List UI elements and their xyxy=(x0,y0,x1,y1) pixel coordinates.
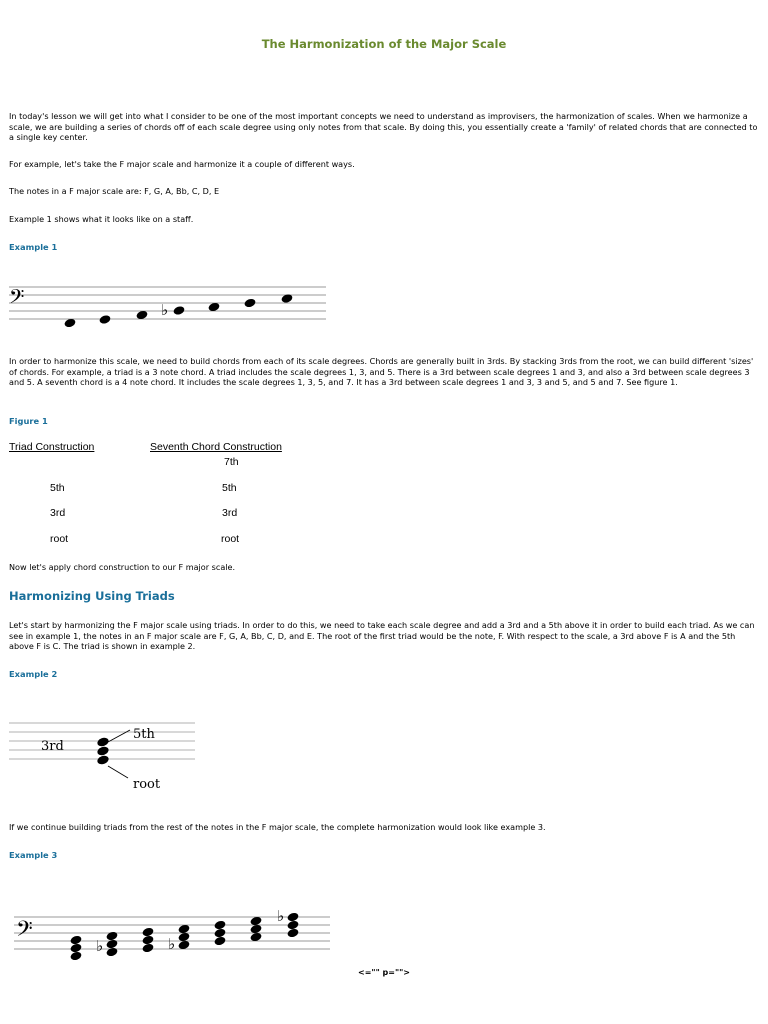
triad-g xyxy=(96,931,118,958)
note-bb xyxy=(173,305,186,316)
section-heading-triads: Harmonizing Using Triads xyxy=(9,589,175,603)
seventh-construction-header: Seventh Chord Construction xyxy=(150,441,282,453)
flat-icon: ♭ xyxy=(168,935,176,953)
example-2-staff xyxy=(9,718,209,798)
figure-1-label: Figure 1 xyxy=(9,416,48,426)
example-3-staff xyxy=(14,906,334,966)
note-g xyxy=(99,314,112,325)
triad-degree-5th: 5th xyxy=(50,482,65,494)
third-label: 3rd xyxy=(41,739,64,754)
intro-paragraph: In today's lesson we will get into what I consider to be one of the most important concepts we need to understand as improvisers, the harmonization of scales. When we harmonize a scale, we are building a series of chords off of each scale degree using only notes from that scale. By doing this, you essentially create a 'family' of related chords that are connected to a single key center. xyxy=(9,111,758,142)
triad-degree-3rd: 3rd xyxy=(50,507,66,519)
triad-a xyxy=(142,927,155,954)
continue-paragraph: If we continue building triads from the rest of the notes in the F major scale, the complete harmonization would look like example 3. xyxy=(9,822,546,832)
triad-d xyxy=(250,916,263,943)
seventh-degree-root: root xyxy=(221,533,240,545)
page-title: The Harmonization of the Major Scale xyxy=(261,37,507,51)
example-1-staff xyxy=(9,283,329,333)
notes-paragraph: The notes in a F major scale are: F, G, A, Bb, C, D, E xyxy=(9,186,220,196)
flat-icon: ♭ xyxy=(277,907,285,925)
seventh-degree-5th: 5th xyxy=(222,482,237,494)
triad-construction-header: Triad Construction xyxy=(9,441,95,453)
seventh-degree-7th: 7th xyxy=(224,456,239,468)
for-example-paragraph: For example, let's take the F major scale and harmonize it a couple of different ways. xyxy=(9,159,355,169)
bass-clef-icon: 𝄢 xyxy=(16,917,33,947)
footer-fragment: <="" p=""> xyxy=(358,968,410,977)
example-1-label: Example 1 xyxy=(9,242,58,252)
order-paragraph: In order to harmonize this scale, we need to build chords from each of its scale degrees. Chords are generally built in 3rds. By stacking 3rds from the root, we can build different 'sizes' of chords. For example, a triad is a 3 note chord. A triad includes the scale degrees 1, 3, and 5. There is a 3rd between scale degrees 1 and 3, and also a 3rd between scale degrees 3 and 5. A seventh chord is a 4 note chord. It includes the scale degrees 1, 3, 5, and 7. It has a 3rd between scale degrees 1 and 3, 3 and 5, and 5 and 7. See figure 1. xyxy=(9,356,754,387)
apply-paragraph: Now let's apply chord construction to our F major scale. xyxy=(9,562,236,572)
example-3-label: Example 3 xyxy=(9,850,58,860)
root-label: root xyxy=(133,777,161,792)
triad-c xyxy=(214,920,227,947)
note-d xyxy=(244,298,257,309)
triad-degree-root: root xyxy=(50,533,69,545)
triad-f xyxy=(70,935,83,962)
example-2-label: Example 2 xyxy=(9,669,58,679)
example1-intro-paragraph: Example 1 shows what it looks like on a staff. xyxy=(9,214,194,224)
flat-icon: ♭ xyxy=(161,301,169,319)
bass-clef-icon: 𝄢 xyxy=(9,285,25,313)
triad-note-f xyxy=(96,754,110,765)
triad-note-a xyxy=(96,745,110,756)
fifth-label: 5th xyxy=(133,727,155,742)
triad-note-c xyxy=(96,736,110,747)
flat-icon: ♭ xyxy=(96,937,104,955)
triad-e xyxy=(277,907,299,938)
seventh-degree-3rd: 3rd xyxy=(222,507,238,519)
triads-paragraph: Let's start by harmonizing the F major scale using triads. In order to do this, we need to take each scale degree and add a 3rd and a 5th above it in order to build each triad. As we can see in example 1, the notes in an F major scale are F, G, A, Bb, C, D, and E. The root of the first triad would be the note, F. With respect to the scale, a 3rd above F is A and the 5th above F is C. The triad is shown in example 2. xyxy=(9,620,755,651)
triad-bb xyxy=(168,924,190,953)
